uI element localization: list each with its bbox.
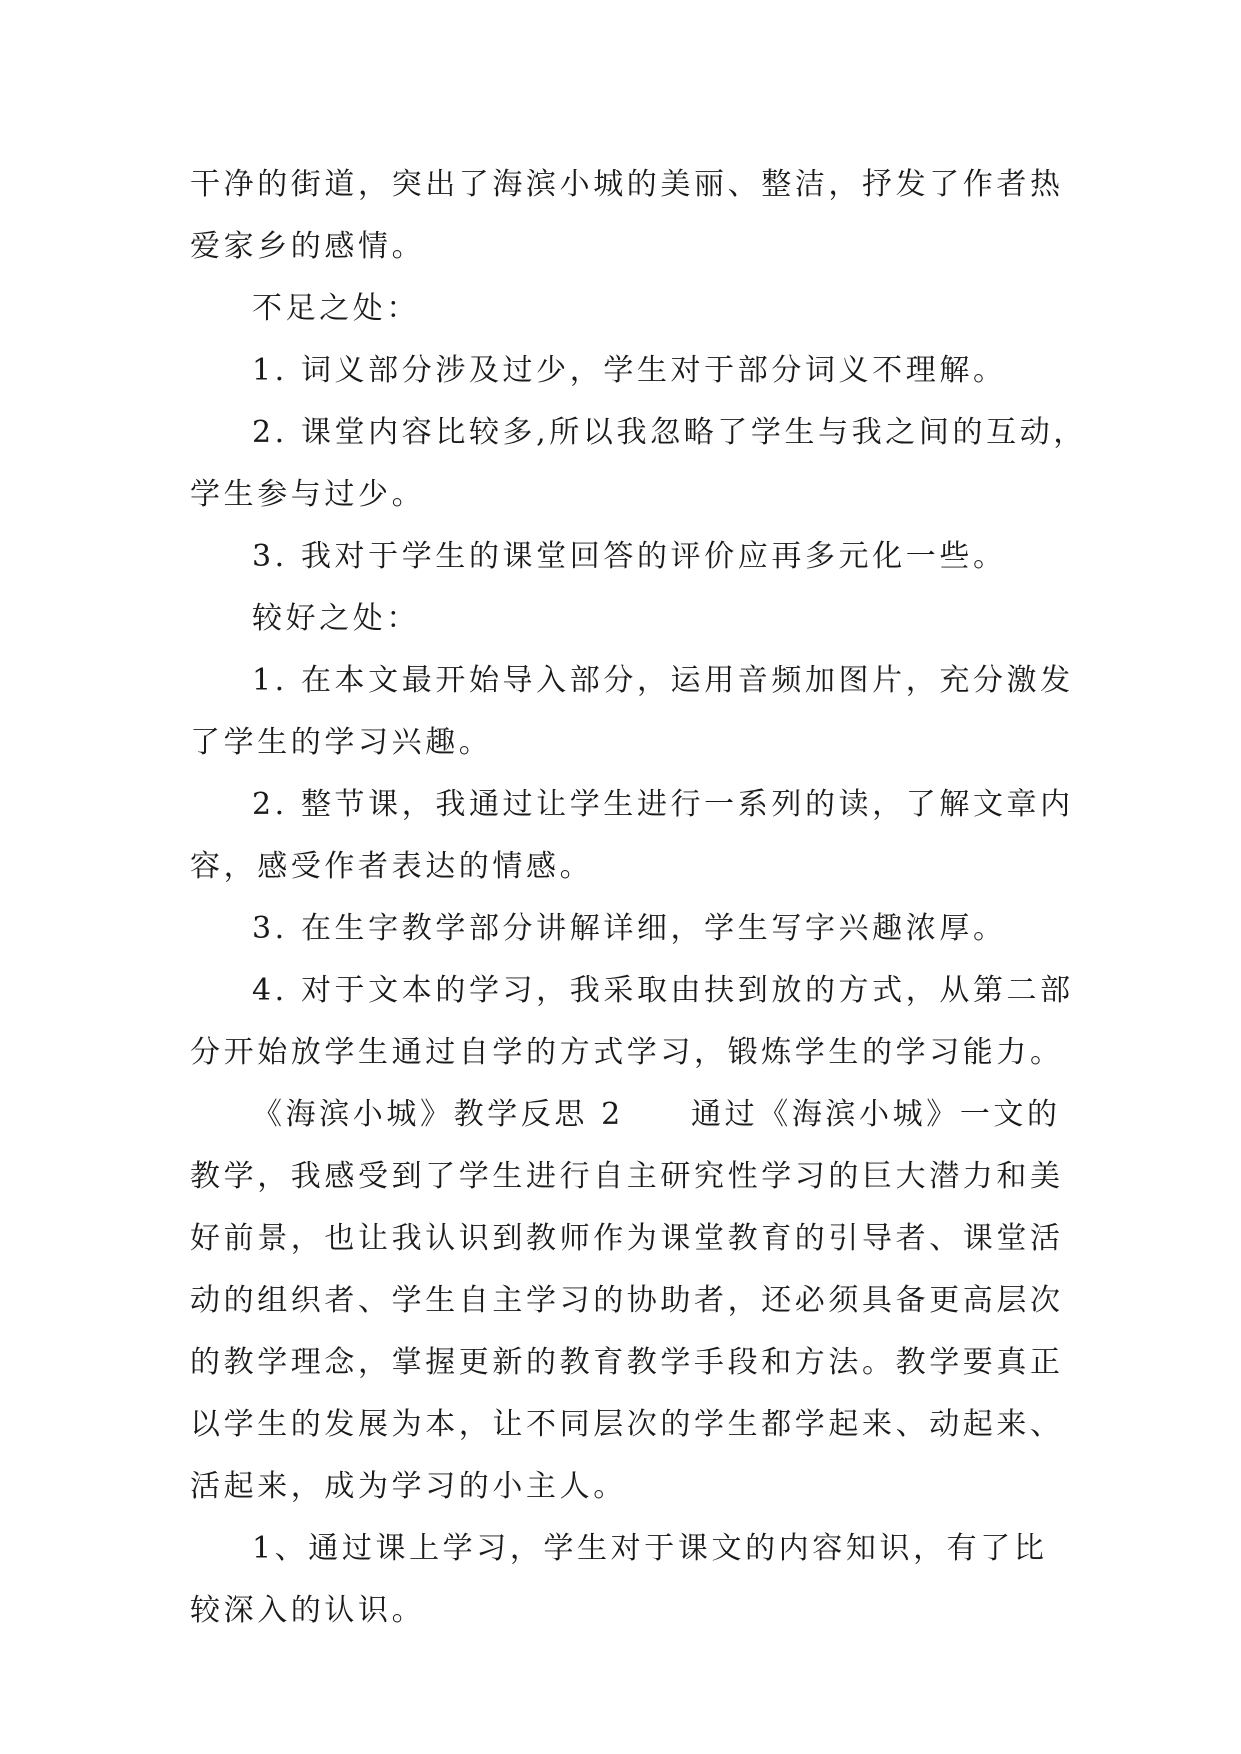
text-line: 动的组织者、学生自主学习的协助者，还必须具备更高层次 — [190, 1283, 1064, 1318]
text-line: 的教学理念，掌握更新的教育教学手段和方法。教学要真正 — [190, 1345, 1064, 1380]
text-line: 好前景，也让我认识到教师作为课堂教育的引导者、课堂活 — [190, 1221, 1064, 1256]
section-heading: 较好之处： — [252, 601, 420, 636]
text-line: 爱家乡的感情。 — [190, 229, 426, 264]
text-line: 4. 对于文本的学习，我采取由扶到放的方式，从第二部 — [252, 973, 1074, 1008]
text-line: 较深入的认识。 — [190, 1593, 426, 1628]
text-line: 2. 整节课，我通过让学生进行一系列的读，了解文章内 — [252, 787, 1074, 822]
text-line: 3. 在生字教学部分讲解详细，学生写字兴趣浓厚。 — [252, 911, 1007, 946]
text-line: 干净的街道，突出了海滨小城的美丽、整洁，抒发了作者热 — [190, 167, 1064, 202]
text-line: 3. 我对于学生的课堂回答的评价应再多元化一些。 — [252, 539, 1007, 574]
text-line: 以学生的发展为本，让不同层次的学生都学起来、动起来、 — [190, 1407, 1064, 1442]
text-line: 学生参与过少。 — [190, 477, 426, 512]
text-line: 教学，我感受到了学生进行自主研究性学习的巨大潜力和美 — [190, 1159, 1064, 1194]
text-line: 《海滨小城》教学反思 2 通过《海滨小城》一文的 — [252, 1097, 1061, 1132]
section-heading: 不足之处： — [252, 291, 420, 326]
text-line: 1. 在本文最开始导入部分，运用音频加图片，充分激发 — [252, 663, 1074, 698]
text-line: 了学生的学习兴趣。 — [190, 725, 493, 760]
text-line: 活起来，成为学习的小主人。 — [190, 1469, 627, 1504]
text-line: 容，感受作者表达的情感。 — [190, 849, 594, 884]
text-line: 2. 课堂内容比较多,所以我忽略了学生与我之间的互动， — [252, 415, 1087, 450]
text-line: 分开始放学生通过自学的方式学习，锻炼学生的学习能力。 — [190, 1035, 1064, 1070]
text-line: 1、通过课上学习，学生对于课文的内容知识，有了比 — [252, 1531, 1048, 1566]
text-line: 1. 词义部分涉及过少，学生对于部分词义不理解。 — [252, 353, 1007, 388]
